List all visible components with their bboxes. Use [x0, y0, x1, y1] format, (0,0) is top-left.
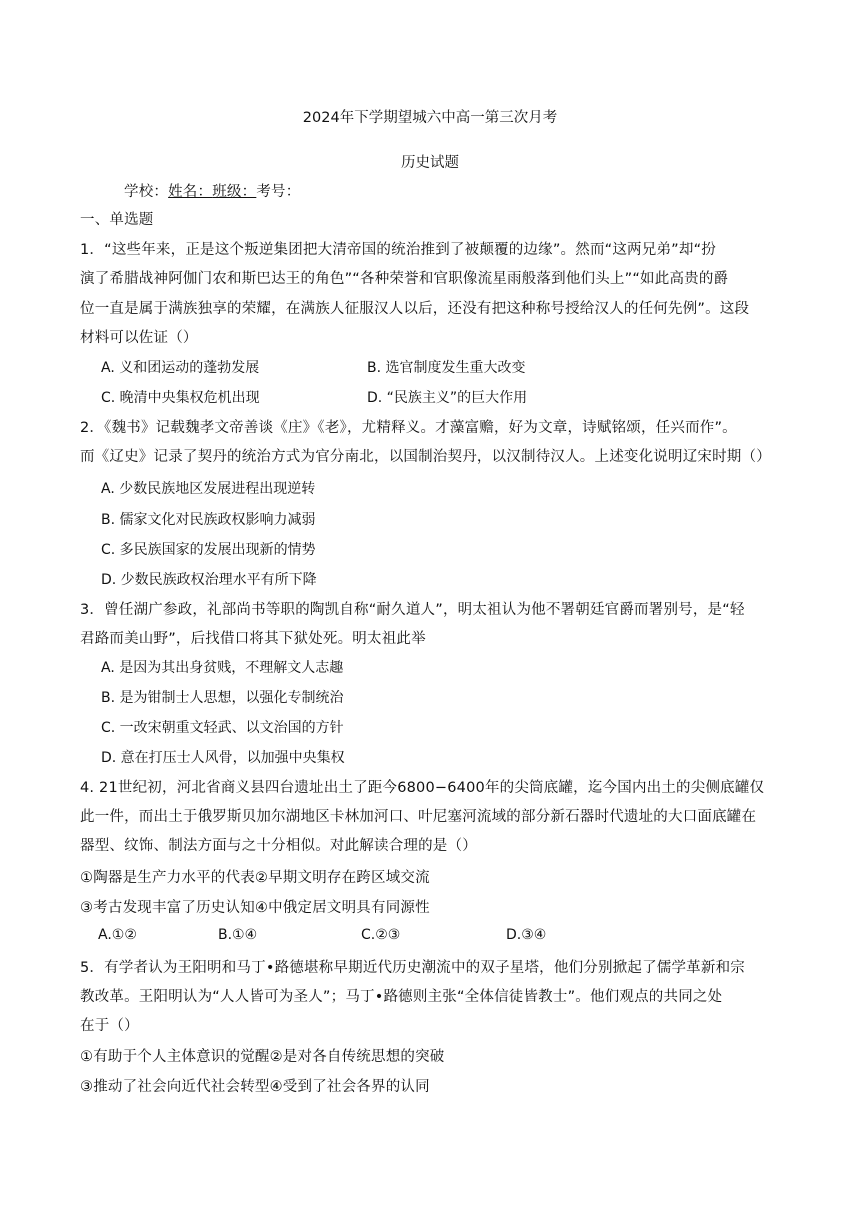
q5-text-line: 在于（）: [80, 1018, 139, 1034]
q3-option-b: B. 是为钳制士人思想，以强化专制统治: [101, 690, 344, 706]
q2-option-b: B. 儒家文化对民族政权影响力减弱: [101, 512, 316, 528]
q2-option-a: A. 少数民族地区发展进程出现逆转: [101, 481, 316, 497]
q4-statement-line: ①陶器是生产力水平的代表②早期文明存在跨区域交流: [80, 870, 430, 886]
q3-option-c: C. 一改宋朝重文轻武、以文治国的方针: [101, 720, 344, 736]
section-title: 一、单选题: [80, 212, 154, 228]
q4-text-line: 此一件，而出土于俄罗斯贝加尔湖地区卡林加河口、叶尼塞河流域的部分新石器时代遗址的大口面底罐在: [80, 809, 757, 825]
q1-option-c: C. 晚清中央集权危机出现: [101, 390, 260, 406]
q4-text-line: 器型、纹饰、制法方面与之十分相似。对此解读合理的是（）: [80, 838, 477, 854]
q2-text-line: 而《辽史》记录了契丹的统治方式为官分南北，以国制治契丹，以汉制待汉人。上述变化说明辽宋时期（）: [80, 449, 771, 465]
q1-text-line: 材料可以佐证（）: [80, 330, 198, 346]
q5-text-line: 教改革。王阳明认为“人人皆可为圣人”；马丁•路德则主张“全体信徒皆教士”。他们观点的共同之处: [80, 989, 723, 1005]
q2-option-c: C. 多民族国家的发展出现新的情势: [101, 542, 316, 558]
q1-text-line: 位一直是属于满族独享的荣耀，在满族人征服汉人以后，还没有把这种称号授给汉人的任何先例”。这段: [80, 301, 750, 317]
q2-option-d: D. 少数民族政权治理水平有所下降: [101, 572, 317, 588]
class-label: 班级：: [212, 184, 257, 200]
q3-option-d: D. 意在打压士人风骨，以加强中央集权: [101, 750, 345, 766]
q3-text-line: 3．曾任湖广参政，礼部尚书等职的陶凯自称“耐久道人”，明太祖认为他不署朝廷官爵而署别号，是“轻: [80, 602, 745, 618]
q1-option-a: A. 义和团运动的蓬勃发展: [101, 360, 260, 376]
q5-statement-line: ③推动了社会向近代社会转型④受到了社会各界的认同: [80, 1079, 430, 1095]
q4-option-c: C.②③: [361, 927, 401, 943]
q3-text-line: 君路而美山野”，后找借口将其下狱处死。明太祖此举: [80, 631, 426, 647]
q4-statement-line: ③考古发现丰富了历史认知④中俄定居文明具有同源性: [80, 900, 430, 916]
q4-text-line: 4. 21世纪初，河北省商义县四台遗址出土了距今6800−6400年的尖筒底罐，迄今国内出土的尖侧底罐仅: [80, 780, 765, 796]
q3-option-a: A. 是因为其出身贫贱，不理解文人志趣: [101, 660, 344, 676]
q4-option-b: B.①④: [218, 927, 258, 943]
student-info-line: [124, 180, 300, 201]
q2-text-line: 2．《魏书》记载魏孝文帝善谈《庄》《老》，尤精释义。才藻富赡，好为文章，诗赋铭颂，任兴而作”。: [80, 420, 737, 436]
q1-text-line: 演了希腊战神阿伽门农和斯巴达王的角色”“各种荣誉和官职像流星雨般落到他们头上”“如此高贵的爵: [80, 271, 729, 287]
exam-title: 2024年下学期望城六中高一第三次月考: [302, 110, 558, 126]
exam-no-label: 考号：: [256, 184, 301, 200]
q1-option-b: B. 选官制度发生重大改变: [367, 360, 526, 376]
q4-option-a: A.①②: [98, 927, 137, 943]
name-label: 姓名：: [168, 184, 213, 200]
q1-text-line: 1．“这些年来，正是这个叛逆集团把大清帝国的统治推到了被颠覆的边缘”。然而“这两兄弟”却“扮: [80, 242, 716, 258]
q5-text-line: 5．有学者认为王阳明和马丁•路德堪称早期近代历史潮流中的双子星塔，他们分别掀起了儒学革新和宗: [80, 960, 745, 976]
q4-option-d: D.③④: [506, 927, 547, 943]
school-label: 学校：: [124, 184, 169, 200]
subject-title: 历史试题: [401, 155, 459, 171]
q5-statement-line: ①有助于个人主体意识的觉醒②是对各自传统思想的突破: [80, 1049, 445, 1065]
q1-option-d: D. “民族主义”的巨大作用: [367, 390, 528, 406]
